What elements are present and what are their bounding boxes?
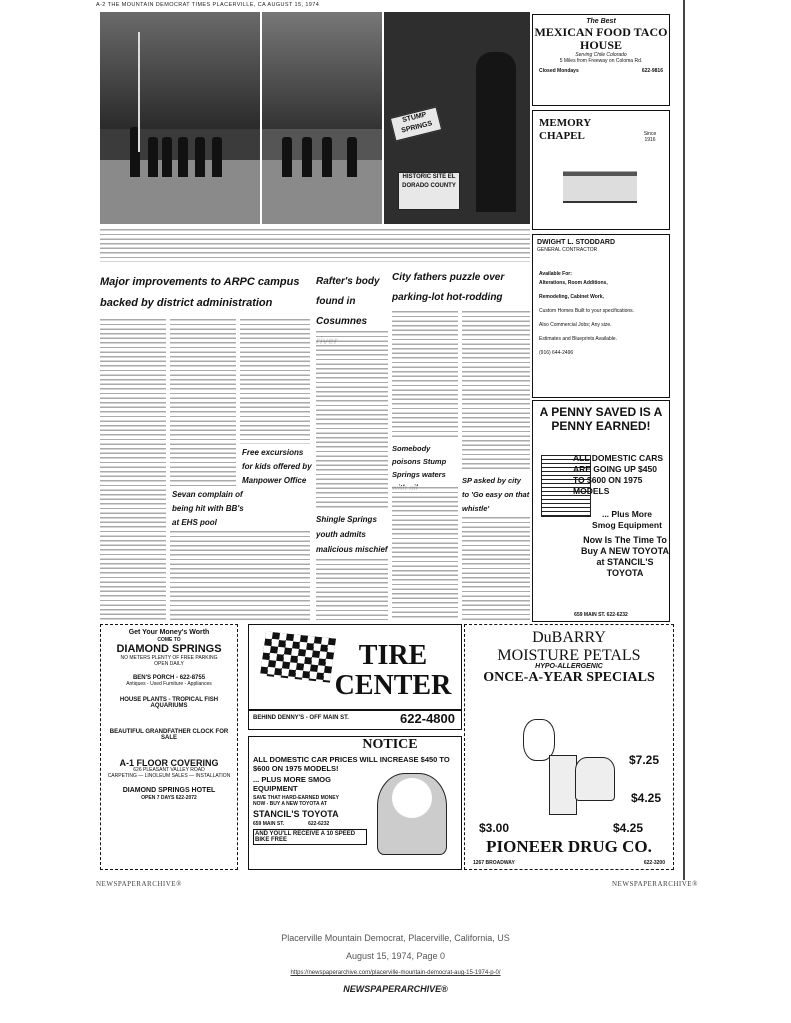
dubarry-p1: $7.25 (628, 753, 659, 767)
ds-floor: A-1 FLOOR COVERING (119, 758, 219, 768)
checkered-flag-drawing (260, 631, 336, 682)
taco-phone: 622-9816 (641, 68, 663, 74)
column-arpc-1 (100, 318, 166, 620)
dubarry-title: MOISTURE PETALS (497, 647, 641, 664)
dubarry-p4: $4.25 (612, 821, 643, 835)
headline-poison: Somebody poisons Stump Springs waters (392, 444, 447, 479)
page-edge-rule (683, 0, 685, 880)
footer-line2: August 15, 1974, Page 0 (345, 951, 446, 961)
notice-title: NOTICE (362, 737, 418, 752)
stoddard-l4: Also Commercial Jobs; Any size. (539, 322, 612, 328)
penny-b2: ... Plus More Smog Equipment (592, 509, 662, 530)
notice-addr: 659 MAIN ST. (253, 821, 285, 827)
chapel-drawing (563, 159, 637, 203)
headline-shingle: Shingle Springs youth admits malicious mischief (316, 515, 388, 554)
ad-taco-house (532, 14, 670, 106)
ad-tire-center (248, 624, 462, 730)
penny-title: A PENNY SAVED IS A PENNY EARNED! (539, 405, 663, 433)
ds-floor3: CARPETING — LINOLEUM SALES — INSTALLATION (107, 773, 231, 779)
memory-title: MEMORY CHAPEL (539, 117, 591, 142)
taco-loc: 5 Miles from Freeway on Coloma Rd. (559, 58, 643, 64)
column-arpc-3 (240, 318, 310, 444)
taco-sub: Serving Chile Colorado (575, 52, 627, 58)
bottle-drawing-2 (575, 757, 615, 801)
penny-addr: 659 MAIN ST. 622-6232 (574, 612, 628, 618)
ds-clock: BEAUTIFUL GRANDFATHER CLOCK FOR SALE (109, 729, 229, 741)
penny-b3: Now Is The Time To Buy A NEW TOYOTA at STANCIL'S TOYOTA (581, 535, 670, 578)
dubarry-p2: $4.25 (630, 791, 661, 805)
photo-stump-springs-sign (384, 12, 530, 224)
stoddard-l1: Alterations, Room Additions, (539, 280, 608, 286)
watermark-right: NEWSPAPERARCHIVE® (612, 880, 698, 888)
dubarry-addr: 1267 BROADWAY (473, 860, 515, 866)
taco-title: MEXICAN FOOD TACO HOUSE (534, 25, 668, 52)
dubarry-p3: $3.00 (479, 821, 510, 835)
photo-crowd (262, 12, 382, 224)
ds-hotel: DIAMOND SPRINGS HOTEL (122, 787, 216, 794)
notice-l4: STANCIL'S TOYOTA (253, 809, 339, 819)
dubarry-brand: DuBARRY (532, 629, 606, 646)
headline-city: City fathers puzzle over parking-lot hot-rodding (392, 272, 505, 303)
headline-arpc: Major improvements to ARPC campus backed by district administration (100, 276, 300, 309)
ds-come: COME TO (157, 637, 181, 643)
ad-penny-saved (532, 400, 670, 622)
stoddard-sub: GENERAL CONTRACTOR (537, 247, 598, 253)
footer-line1: Placerville Mountain Democrat, Placerville, California, US (281, 933, 510, 943)
notice-l1: ALL DOMESTIC CAR PRICES WILL INCREASE $450 TO $600 ON 1975 MODELS! (253, 755, 450, 773)
column-sp (462, 516, 530, 620)
dubarry-store: PIONEER DRUG CO. (486, 837, 652, 856)
stump-springs-sign: STUMP SPRINGS (390, 107, 442, 142)
page-strip: A-2 THE MOUNTAIN DEMOCRAT TIMES PLACERVILLE, CA AUGUST 15, 1974 (96, 2, 320, 8)
ds-bens: BEN'S PORCH - 622-8755 (132, 675, 206, 681)
ad-notice (248, 736, 462, 870)
headline-sevan: Sevan complain of being hit with BB's at EHS pool (172, 490, 244, 527)
headline-rafter: Rafter's body found in Cosumnes (316, 276, 380, 327)
tire-title: TIRE CENTER (334, 640, 452, 701)
stoddard-l5: Estimates and Blueprints Available. (539, 336, 618, 342)
stoddard-name: DWIGHT L. STODDARD (537, 239, 616, 246)
stoddard-l2: Remodeling, Cabinet Work, (539, 294, 604, 300)
tire-loc: BEHIND DENNY'S - OFF MAIN ST. (253, 715, 349, 721)
notice-bike: AND YOU'LL RECEIVE A 10 SPEED BIKE FREE (253, 829, 367, 845)
ad-diamond-springs (100, 624, 238, 870)
ds-hotel2: OPEN 7 DAYS 622-2072 (141, 795, 197, 801)
ds-top: Get Your Money's Worth (128, 629, 210, 636)
historic-site-sign: HISTORIC SITE EL DORADO COUNTY (398, 172, 460, 210)
tire-phone: 622-4800 (400, 711, 455, 726)
ds-plants: HOUSE PLANTS - TROPICAL FISH AQUARIUMS (119, 697, 219, 709)
dubarry-sub: HYPO-ALLERGENIC (535, 663, 603, 670)
ds-sub: NO METERS PLENTY OF FREE PARKING (120, 655, 218, 661)
ds-open: OPEN DAILY (154, 661, 184, 667)
photo-caption (100, 228, 530, 262)
footer-brand: NEWSPAPERARCHIVE® (343, 984, 448, 994)
footer-url[interactable]: https://newspaperarchive.com/placerville-mountain-democrat-aug-15-1974-p-0/ (290, 970, 501, 976)
stoddard-phone: (916) 644-2496 (539, 350, 574, 356)
mascot-drawing (377, 773, 447, 855)
dubarry-phone: 622-3200 (643, 860, 665, 866)
taco-closed: Closed Mondays (539, 68, 579, 74)
column-poison (392, 486, 458, 620)
taco-top: The Best (586, 18, 616, 25)
photo-flag-ceremony (100, 12, 260, 224)
dubarry-special: ONCE-A-YEAR SPECIALS (483, 670, 655, 685)
ds-floor2: 626 PLEASANT VALLEY ROAD (133, 767, 205, 773)
column-sevan (170, 530, 310, 620)
column-shingle (316, 558, 388, 620)
column-rafter (316, 330, 388, 510)
ad-dubarry (464, 624, 674, 870)
ad-stoddard (532, 234, 670, 398)
headline-sp: SP asked by city to 'Go easy on that whistle' (462, 476, 530, 513)
ad-memory-chapel (532, 110, 670, 230)
ds-title: DIAMOND SPRINGS (116, 643, 222, 655)
column-city-2 (462, 310, 530, 470)
bottle-drawing-1 (549, 755, 577, 815)
notice-l2: ... PLUS MORE SMOG EQUIPMENT (253, 775, 331, 793)
notice-phone: 622-6232 (308, 821, 330, 827)
headline-free: Free excursions for kids offered by Manpower Office (242, 448, 312, 485)
ds-bens2: Antiques - Used Furniture - Appliances (126, 681, 212, 687)
watermark-left: NEWSPAPERARCHIVE® (96, 880, 182, 888)
column-city-1 (392, 310, 458, 440)
stoddard-avail: Available For: (539, 271, 572, 277)
notice-l3: SAVE THAT HARD-EARNED MONEY NOW - BUY A NEW TOYOTA AT (253, 795, 339, 807)
penny-b1: ALL DOMESTIC CARS ARE GOING UP $450 TO $600 ON 1975 MODELS (573, 453, 664, 496)
memory-since: Since 1916 (643, 131, 657, 143)
stoddard-l3: Custom Homes Built to your specifications. (539, 308, 635, 314)
column-arpc-2 (170, 318, 236, 486)
